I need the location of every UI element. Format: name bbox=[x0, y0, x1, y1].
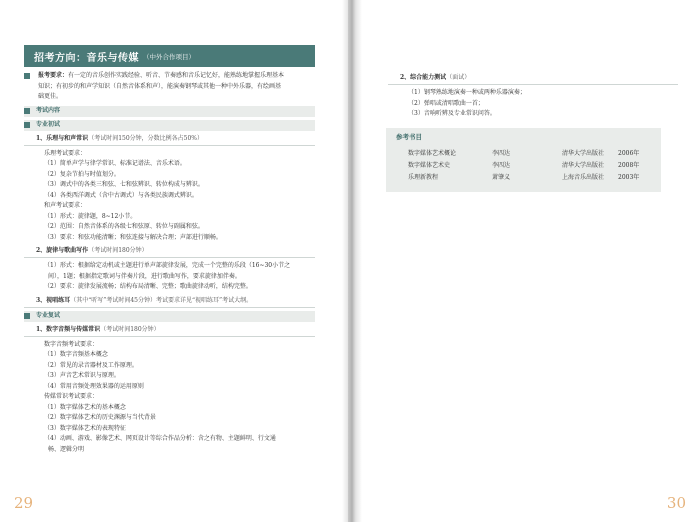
header-title: 招考方向：音乐与传媒 bbox=[34, 52, 139, 64]
list-item: （1）形式：旋律题，8~12小节。 bbox=[44, 212, 137, 220]
square-bullet-icon bbox=[24, 108, 30, 114]
requirement-text-2: 知识；有初步的和声学知识（自然音体系和声），能演奏钢琴或其他一种中外乐器，有绘画基 bbox=[38, 82, 282, 90]
band-retest bbox=[24, 311, 315, 322]
list-item: （1）形式：根据给定动机或主题进行单声部旋律发展，完成一个完整的乐段（16~30小节之 bbox=[44, 262, 291, 269]
page-number: 29 bbox=[14, 494, 34, 512]
list-item: （3）音响听辨及专业常识问答。 bbox=[408, 110, 496, 117]
section-title: 2、旋律与歌曲写作 bbox=[36, 247, 89, 254]
ref-book: 数字媒体艺术概论 bbox=[408, 150, 457, 157]
square-bullet-icon bbox=[24, 313, 30, 319]
list-item: 间），1题；根据指定歌词与伴奏片段，进行歌曲写作，要求旋律加伴奏。 bbox=[48, 272, 241, 280]
band-label: 专业初试 bbox=[36, 120, 61, 128]
section-title: 3、视唱练耳 bbox=[36, 296, 71, 304]
ref-publisher: 清华大学出版社 bbox=[562, 162, 605, 169]
section-1-heading bbox=[24, 133, 315, 146]
ref-publisher: 清华大学出版社 bbox=[562, 150, 605, 157]
ref-year: 2006年 bbox=[618, 150, 640, 157]
section-4-heading bbox=[24, 324, 315, 337]
list-item: （4）常用音频处理效果器的运用原则 bbox=[44, 382, 144, 390]
list-item: （3）要求：和弦功能清晰；和弦连接与解决合理；声部进行顺畅。 bbox=[44, 233, 222, 241]
list-item: （2）数字媒体艺术的历史渊源与当代背景 bbox=[44, 414, 156, 421]
list-item: （3）声音艺术常识与原理。 bbox=[44, 372, 120, 379]
ref-author: 李四达 bbox=[492, 162, 511, 169]
section-title: 2、综合能力测试 bbox=[400, 74, 447, 81]
section-note: （考试时间180分钟） bbox=[88, 247, 148, 254]
band-label: 专业复试 bbox=[36, 311, 61, 319]
band-label: 考试内容 bbox=[36, 106, 61, 114]
reference-box bbox=[386, 128, 661, 192]
page-number: 30 bbox=[666, 494, 686, 512]
ref-book: 数字媒体艺术史 bbox=[408, 162, 451, 169]
ref-author: 李四达 bbox=[492, 150, 511, 157]
requirement-label: 报考要求： bbox=[38, 72, 69, 79]
list-item: 数字音频考试要求： bbox=[44, 340, 99, 348]
section-5-heading bbox=[388, 72, 678, 85]
reference-title: 参考书目 bbox=[396, 133, 422, 141]
list-item: 传媒常识考试要求： bbox=[44, 393, 99, 400]
section-header bbox=[24, 45, 315, 67]
header-tag: （中外合作项目） bbox=[143, 52, 195, 61]
requirement-text-1: 有一定的音乐创作实践经验、听音、节奏感和音乐记忆好，能熟练地掌握乐理基本 bbox=[68, 72, 285, 79]
square-bullet-icon bbox=[24, 122, 30, 128]
band-exam-content bbox=[24, 106, 315, 117]
list-item: （3）调式中的各类三和弦、七和弦辨识、转位构成与辨识。 bbox=[44, 181, 204, 188]
section-title: 1、乐理与和声常识 bbox=[36, 134, 89, 142]
square-bullet-icon bbox=[24, 73, 30, 79]
ref-book: 乐理新教程 bbox=[408, 174, 439, 181]
right-content bbox=[388, 70, 678, 120]
left-content bbox=[24, 71, 315, 455]
list-item: （2）要求：旋律发展流畅；结构布局清晰、完整；歌曲旋律动听，结构完整。 bbox=[44, 283, 252, 290]
list-item: （2）范围：自然音体系的各级七和弦原、转位与副属和弦。 bbox=[44, 223, 204, 230]
section-note: （考试时间180分钟） bbox=[100, 325, 160, 333]
ref-year: 2003年 bbox=[618, 174, 640, 181]
section-title: 1、数字音频与传媒常识 bbox=[36, 325, 101, 333]
left-page bbox=[0, 0, 348, 522]
section-3-heading bbox=[24, 295, 315, 308]
list-item: （1）数字音频基本概念 bbox=[44, 351, 108, 358]
list-item: （1）钢琴熟练地演奏一种或两种乐器演奏； bbox=[408, 89, 526, 96]
ref-publisher: 上海音乐出版社 bbox=[562, 174, 605, 181]
list-item: （4）各类西洋调式（含中古调式）与各类民族调式辨识。 bbox=[44, 191, 198, 199]
list-item: （1）简单声学与律学常识、标准记谱法、音乐术语。 bbox=[44, 160, 186, 167]
list-item: （2）复杂节拍与时值划分。 bbox=[44, 170, 120, 178]
ref-author: 萧肇义 bbox=[492, 174, 511, 181]
band-professional bbox=[24, 120, 315, 131]
requirement-block bbox=[24, 71, 315, 103]
book-spine-shadow bbox=[342, 0, 362, 522]
list-item: 畅、逻辑分明 bbox=[48, 445, 85, 453]
list-item: （4）动画、游戏、影像艺术、网页设计等综合作品分析：含之有物、主题鲜明、行文通 bbox=[44, 435, 276, 442]
section-note: （面试） bbox=[446, 74, 471, 81]
list-item: （2）弹唱或清唱歌曲一首； bbox=[408, 99, 484, 107]
section-note: （考试时间150分钟，分数比例各占50%） bbox=[88, 134, 203, 142]
section-note: （其中“听写”考试时间45分钟）考试要求详见“视唱练耳”考试大纲。 bbox=[70, 296, 253, 304]
list-item: 和声考试要求： bbox=[44, 202, 87, 209]
section-2-heading bbox=[24, 245, 315, 258]
ref-year: 2008年 bbox=[618, 162, 640, 169]
list-item: （2）常见的录音器材及工作原理。 bbox=[44, 361, 138, 369]
right-page bbox=[348, 0, 700, 522]
list-item: （3）数字媒体艺术的表现特征 bbox=[44, 424, 126, 432]
list-item: （1）数字媒体艺术的基本概念 bbox=[44, 403, 126, 411]
requirement-text-3: 础更佳。 bbox=[38, 93, 63, 100]
list-item: 乐理考试要求： bbox=[44, 149, 87, 157]
